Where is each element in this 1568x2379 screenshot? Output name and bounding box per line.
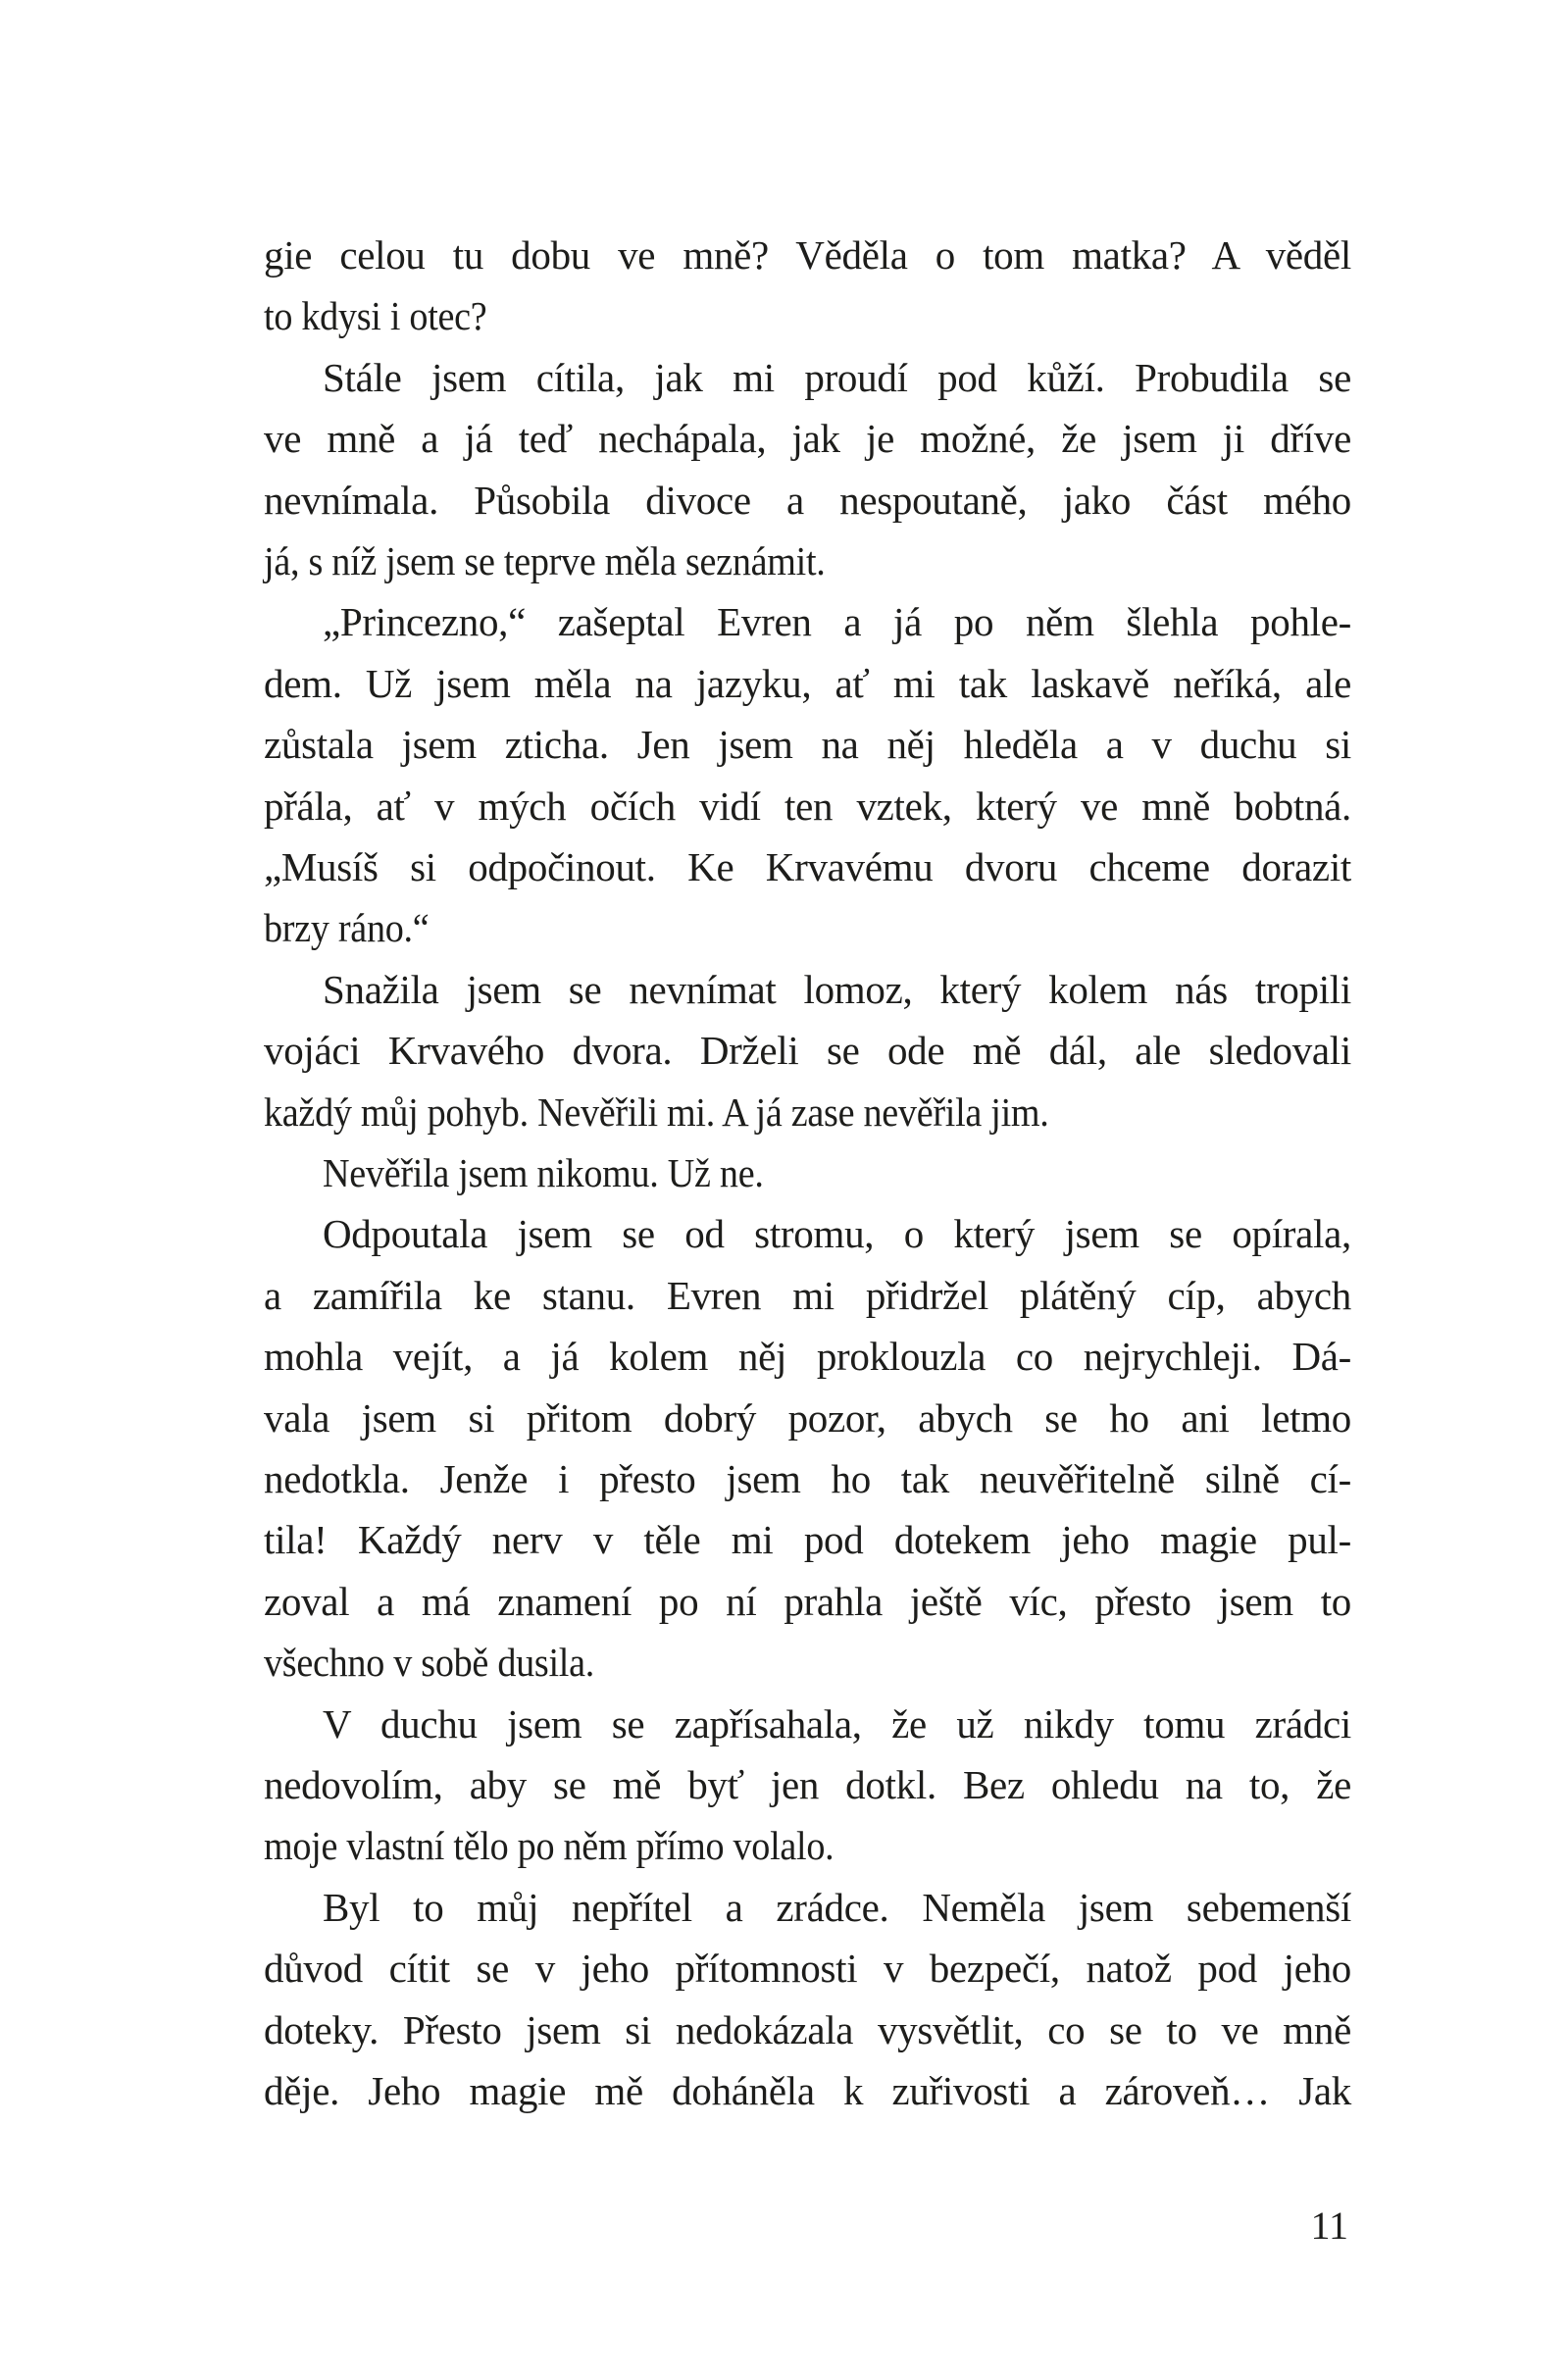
text-line: každý můj pohyb. Nevěřili mi. A já zase nevěřila jim. (264, 1088, 1049, 1135)
text-line: nedovolím, aby se mě byť jen dotkl. Bez ohledu na to, že (264, 1762, 1351, 1807)
text-line: děje. Jeho magie mě doháněla k zuřivosti a zároveň… Jak (264, 2068, 1351, 2113)
text-line: mohla vejít, a já kolem něj proklouzla co nejrychleji. Dá- (264, 1334, 1351, 1380)
text-line: doteky. Přesto jsem si nedokázala vysvětlit, co se to ve mně (264, 2006, 1351, 2052)
text-line: Nevěřila jsem nikomu. Už ne. (323, 1150, 764, 1195)
text-line: Byl to můj nepřítel a zrádce. Neměla jsem sebemenší (323, 1884, 1351, 1930)
text-line: to kdysi i otec? (264, 293, 487, 339)
text-line: Snažila jsem se nevnímat lomoz, který kolem nás tropili (323, 966, 1351, 1012)
text-line: zůstala jsem zticha. Jen jsem na něj hleděla a v duchu si (264, 722, 1351, 768)
text-line: důvod cítit se v jeho přítomnosti v bezpečí, natož pod jeho (264, 1946, 1351, 1992)
text-line: já, s níž jsem se teprve měla seznámit. (264, 538, 826, 583)
page-number: 11 (1310, 2203, 1348, 2248)
text-line: všechno v sobě dusila. (264, 1640, 594, 1686)
text-line: „Musíš si odpočinout. Ke Krvavému dvoru chceme dorazit (264, 844, 1351, 889)
text-line: „Princezno,“ zašeptal Evren a já po něm šlehla pohle- (323, 599, 1351, 645)
text-line: Odpoutala jsem se od stromu, o který jsem se opírala, (323, 1211, 1351, 1257)
text-line: přála, ať v mých očích vidí ten vztek, který ve mně bobtná. (264, 783, 1351, 829)
text-line: moje vlastní tělo po něm přímo volalo. (264, 1823, 835, 1869)
text-line: a zamířila ke stanu. Evren mi přidržel plátěný cíp, abych (264, 1272, 1351, 1318)
text-line: Stále jsem cítila, jak mi proudí pod kůží. Probudila se (323, 354, 1351, 400)
text-line: nedotkla. Jenže i přesto jsem ho tak neuvěřitelně silně cí- (264, 1456, 1351, 1501)
text-line: nevnímala. Působila divoce a nespoutaně, jako část mého (264, 477, 1351, 523)
text-line: tila! Každý nerv v těle mi pod dotekem jeho magie pul- (264, 1517, 1351, 1563)
text-line: vojáci Krvavého dvora. Drželi se ode mě dál, ale sledovali (264, 1028, 1351, 1074)
text-line: gie celou tu dobu ve mně? Věděla o tom matka? A věděl (264, 232, 1351, 278)
text-line: zoval a má znamení po ní prahla ještě víc, přesto jsem to (264, 1578, 1351, 1624)
text-line: V duchu jsem se zapřísahala, že už nikdy tomu zrádci (323, 1700, 1351, 1746)
text-line: brzy ráno.“ (264, 905, 430, 951)
text-line: dem. Už jsem měla na jazyku, ať mi tak laskavě neříká, ale (264, 660, 1351, 706)
text-line: ve mně a já teď nechápala, jak je možné, že jsem ji dříve (264, 416, 1351, 462)
text-line: vala jsem si přitom dobrý pozor, abych se ho ani letmo (264, 1394, 1351, 1441)
